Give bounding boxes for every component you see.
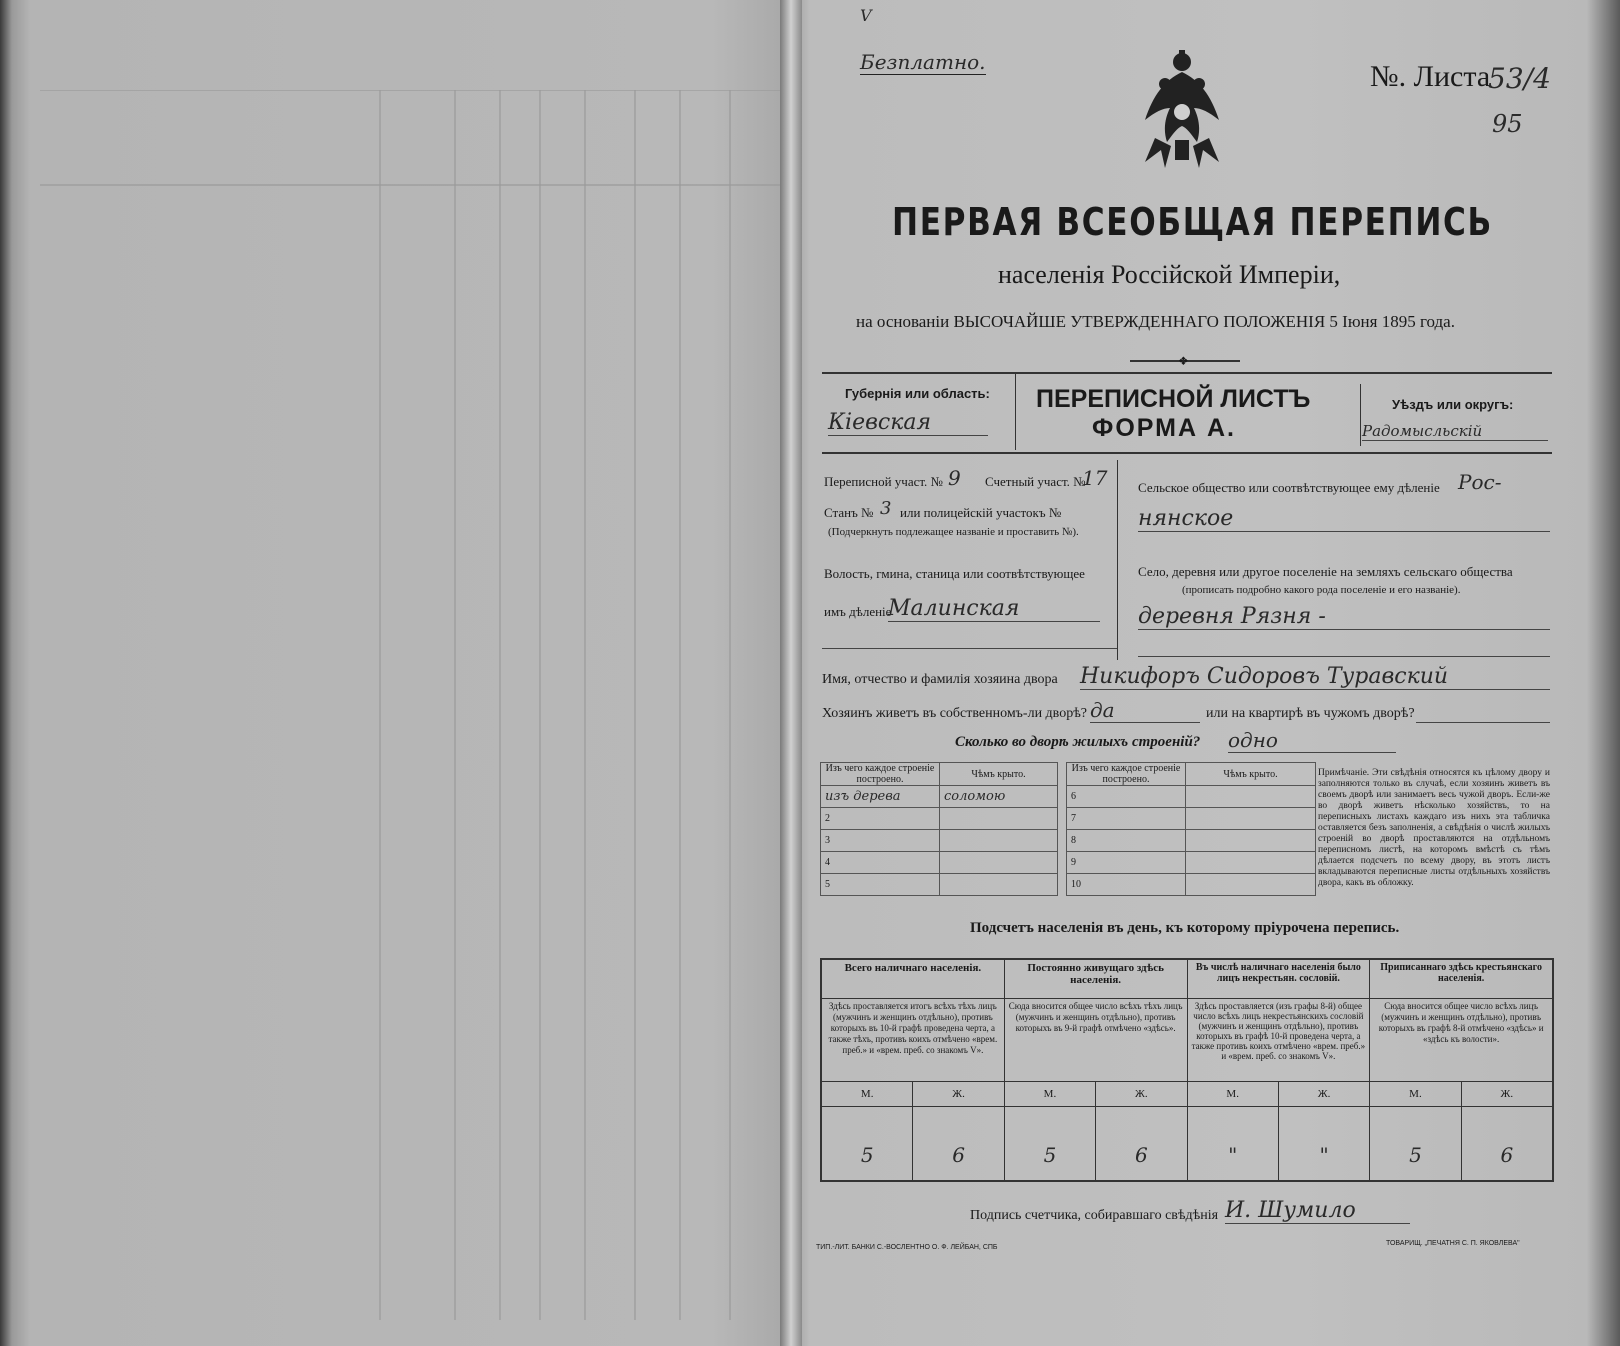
row-number: 4 — [821, 852, 940, 874]
volost-value: Малинская — [888, 596, 1100, 622]
guberniya-label: Губернія или область: — [845, 386, 990, 401]
tick-mark: V — [860, 6, 872, 25]
female-label: Ж. — [1317, 1088, 1331, 1100]
volost-label-1: Волость, гмина, станица или соотвѣтствующее — [824, 566, 1085, 581]
row-number: 10 — [1067, 874, 1186, 896]
count-heading: Подсчетъ населенія въ день, къ которому пріурочена перепись. — [970, 920, 1400, 936]
count-col-registered — [1370, 960, 1552, 1180]
uezd-label: Уѣздъ или округъ: — [1392, 397, 1514, 412]
count-col-desc: Сюда вносится общее число всѣхъ тѣхъ лицъ (мужчинъ и женщинъ отдѣльно), противъ которыхъ въ 9-й графѣ отмѣчено «здѣсь». — [1005, 999, 1187, 1082]
col-roof-header-2: Чѣмъ крыто. — [1186, 763, 1316, 786]
non-peasant-male-value: " — [1188, 1107, 1279, 1180]
police-district-label: или полицейскій участокъ № — [900, 505, 1062, 520]
census-title: ПЕРВАЯ ВСЕОБЩАЯ ПЕРЕПИСЬ — [892, 200, 1493, 244]
sheet-number-value: 53/4 — [1488, 62, 1551, 95]
col-material-header-2: Изъ чего каждое строеніе построено. — [1067, 763, 1186, 786]
row-number: 5 — [821, 874, 940, 896]
table-row — [821, 830, 1058, 852]
village-value: деревня Рязня - — [1138, 604, 1550, 630]
buildings-label: Сколько во дворѣ жилыхъ строеній? — [955, 734, 1201, 750]
col-material-header: Изъ чего каждое строеніе построено. — [821, 763, 940, 786]
male-label: М. — [822, 1082, 913, 1106]
count-col-total — [822, 960, 1005, 1180]
count-col-desc: Здѣсь проставляется итогъ всѣхъ тѣхъ лицъ (мужчинъ и женщинъ отдѣльно), противъ которыхъ въ 10-й графѣ проведена черта, а также тѣхъ, противъ коихъ отмѣчено «врем. преб.» и «врем. преб. со знакомъ V». — [822, 999, 1004, 1082]
free-label: Безплатно. — [860, 50, 986, 74]
row-number: 3 — [821, 830, 940, 852]
census-district-label: Переписной участ. № — [824, 474, 943, 489]
table-row — [821, 808, 1058, 830]
population-count-table — [820, 958, 1554, 1182]
non-peasant-female-value: " — [1319, 1143, 1329, 1167]
registered-male-value: 5 — [1370, 1107, 1461, 1180]
row-number: 2 — [821, 808, 940, 830]
male-label: М. — [1005, 1082, 1096, 1106]
table-row — [1067, 830, 1316, 852]
female-label: Ж. — [1135, 1088, 1148, 1100]
stan-value: 3 — [880, 498, 892, 519]
building-1-material: изъ дерева — [821, 786, 940, 808]
society-label: Сельское общество или соотвѣтствующее ему дѣленіе — [1138, 480, 1440, 495]
male-label: М. — [1370, 1082, 1461, 1106]
owner-name-label: Имя, отчество и фамилія хозяина двора — [822, 672, 1058, 687]
village-label: Село, деревня или другое поселеніе на земляхъ сельскаго общества — [1138, 564, 1513, 579]
sheet-number-extra: 95 — [1492, 110, 1523, 138]
book-gutter — [780, 0, 802, 1346]
form-title-1: ПЕРЕПИСНОЙ ЛИСТЪ — [1036, 385, 1311, 413]
permanent-male-value: 5 — [1005, 1107, 1096, 1180]
buildings-value: одно — [1228, 728, 1396, 753]
row-number: 6 — [1067, 786, 1186, 808]
table-row — [1067, 874, 1316, 896]
counting-district-label: Счетный участ. № — [985, 474, 1086, 489]
imperial-eagle-emblem — [1135, 50, 1230, 175]
count-col-title: Приписаннаго здѣсь крестьянскаго населенія. — [1370, 960, 1552, 999]
own-yard-value: да — [1090, 698, 1200, 723]
total-female-value: 6 — [952, 1143, 965, 1167]
table-row — [821, 874, 1058, 896]
count-col-desc: Сюда вносится общее число всѣхъ лицъ (мужчинъ и женщинъ отдѣльно), противъ которыхъ въ графѣ 8-й отмѣчено «здѣсь» и «здѣсь къ волости». — [1370, 999, 1552, 1082]
count-col-non-peasant — [1188, 960, 1371, 1180]
printer-left: ТИП.-ЛИТ. БАНКИ С.-ВОСЛЕНТНО О. Ф. ЛЕЙБАН, СПБ — [816, 1244, 998, 1251]
permanent-female-value: 6 — [1134, 1143, 1148, 1167]
counting-district-value: 17 — [1082, 466, 1108, 490]
volost-label-2: имъ дѣленіе — [824, 604, 892, 619]
owner-name-value: Никифоръ Сидоровъ Туравский — [1080, 664, 1550, 690]
table-row — [1067, 852, 1316, 874]
guberniya-value: Кіевская — [828, 410, 988, 436]
society-value-1: Рос- — [1458, 470, 1502, 494]
total-male-value: 5 — [822, 1107, 913, 1180]
row-number: 8 — [1067, 830, 1186, 852]
printer-right: ТОВАРИЩ. „ПЕЧАТНЯ С. П. ЯКОВЛЕВА" — [1386, 1240, 1520, 1247]
rent-label: или на квартирѣ въ чужомъ дворѣ? — [1206, 706, 1415, 721]
male-label: М. — [1188, 1082, 1279, 1106]
sheet-number-label: №. Листа — [1370, 60, 1491, 93]
registered-female-value: 6 — [1500, 1143, 1514, 1167]
village-note: (прописать подробно какого рода поселеніе и его названіе). — [1182, 584, 1461, 596]
ornament-glyph: ❖ — [1178, 354, 1189, 368]
form-title-2: ФОРМА А. — [1092, 414, 1236, 442]
left-page — [0, 0, 790, 1346]
row-number: 9 — [1067, 852, 1186, 874]
own-yard-label: Хозяинъ живетъ въ собственномъ-ли дворѣ? — [822, 706, 1088, 721]
count-col-title: Всего наличнаго населенія. — [822, 960, 1004, 999]
buildings-note: Примѣчаніе. Эти свѣдѣнія относятся къ цѣлому двору и заполняются только въ случаѣ, если хозяинъ живетъ въ своемъ дворѣ или занимаетъ весь чужой дворъ. Если-же во дворѣ живетъ нѣсколько хозяйствъ, то на переписныхъ листахъ каждаго изъ нихъ эта табличка оставляется безъ заполненія, а свѣдѣнія о числѣ жилыхъ строеній во дворѣ проставляются на отдѣльномъ переписномъ листѣ, на которомъ вмѣстѣ съ тѣмъ дѣлается подсчетъ по всему двору, въ этотъ листъ вкладываются переписные листы отдѣльныхъ хозяйствъ двора, какъ въ обложку. — [1318, 768, 1550, 888]
female-label: Ж. — [952, 1088, 965, 1100]
count-col-title: Постоянно живущаго здѣсь населенія. — [1005, 960, 1187, 999]
buildings-table-left — [820, 762, 1058, 896]
census-district-value: 9 — [948, 466, 961, 490]
female-label: Ж. — [1500, 1088, 1514, 1100]
row-number: 7 — [1067, 808, 1186, 830]
count-col-permanent — [1005, 960, 1188, 1180]
count-col-desc: Здѣсь проставляется (изъ графы 8-й) общее число всѣхъ лицъ некрестьянскихъ сословій (мужчинъ и женщинъ отдѣльно), противъ которыхъ въ графѣ 10-й проведена черта, а также противъ коихъ отмѣчено «врем. преб.» и «врем. преб. со знакомъ V». — [1188, 999, 1370, 1082]
society-value-2: нянское — [1138, 506, 1550, 532]
bleed-through-grid — [40, 90, 780, 1320]
stan-label: Станъ № — [824, 505, 874, 520]
census-subtitle: населенія Россійской Имперіи, — [998, 260, 1341, 289]
buildings-table-right — [1066, 762, 1316, 896]
table-row — [1067, 808, 1316, 830]
census-basis: на основаніи ВЫСОЧАЙШЕ УТВЕРЖДЕННАГО ПОЛОЖЕНІЯ 5 Іюня 1895 года. — [856, 312, 1455, 331]
table-row — [821, 786, 1058, 808]
underline-note: (Подчеркнуть подлежащее названіе и проставить №). — [828, 526, 1079, 538]
signature-label: Подпись счетчика, собиравшаго свѣдѣнія — [970, 1208, 1219, 1223]
signature-value: И. Шумило — [1225, 1198, 1410, 1224]
uezd-value: Радомысльскій — [1362, 422, 1548, 441]
building-1-roof: соломою — [940, 786, 1058, 808]
count-col-title: Въ числѣ наличнаго населенія было лицъ некрестьян. сословій. — [1188, 960, 1370, 999]
table-row — [1067, 786, 1316, 808]
table-row — [821, 852, 1058, 874]
col-roof-header: Чѣмъ крыто. — [940, 763, 1058, 786]
